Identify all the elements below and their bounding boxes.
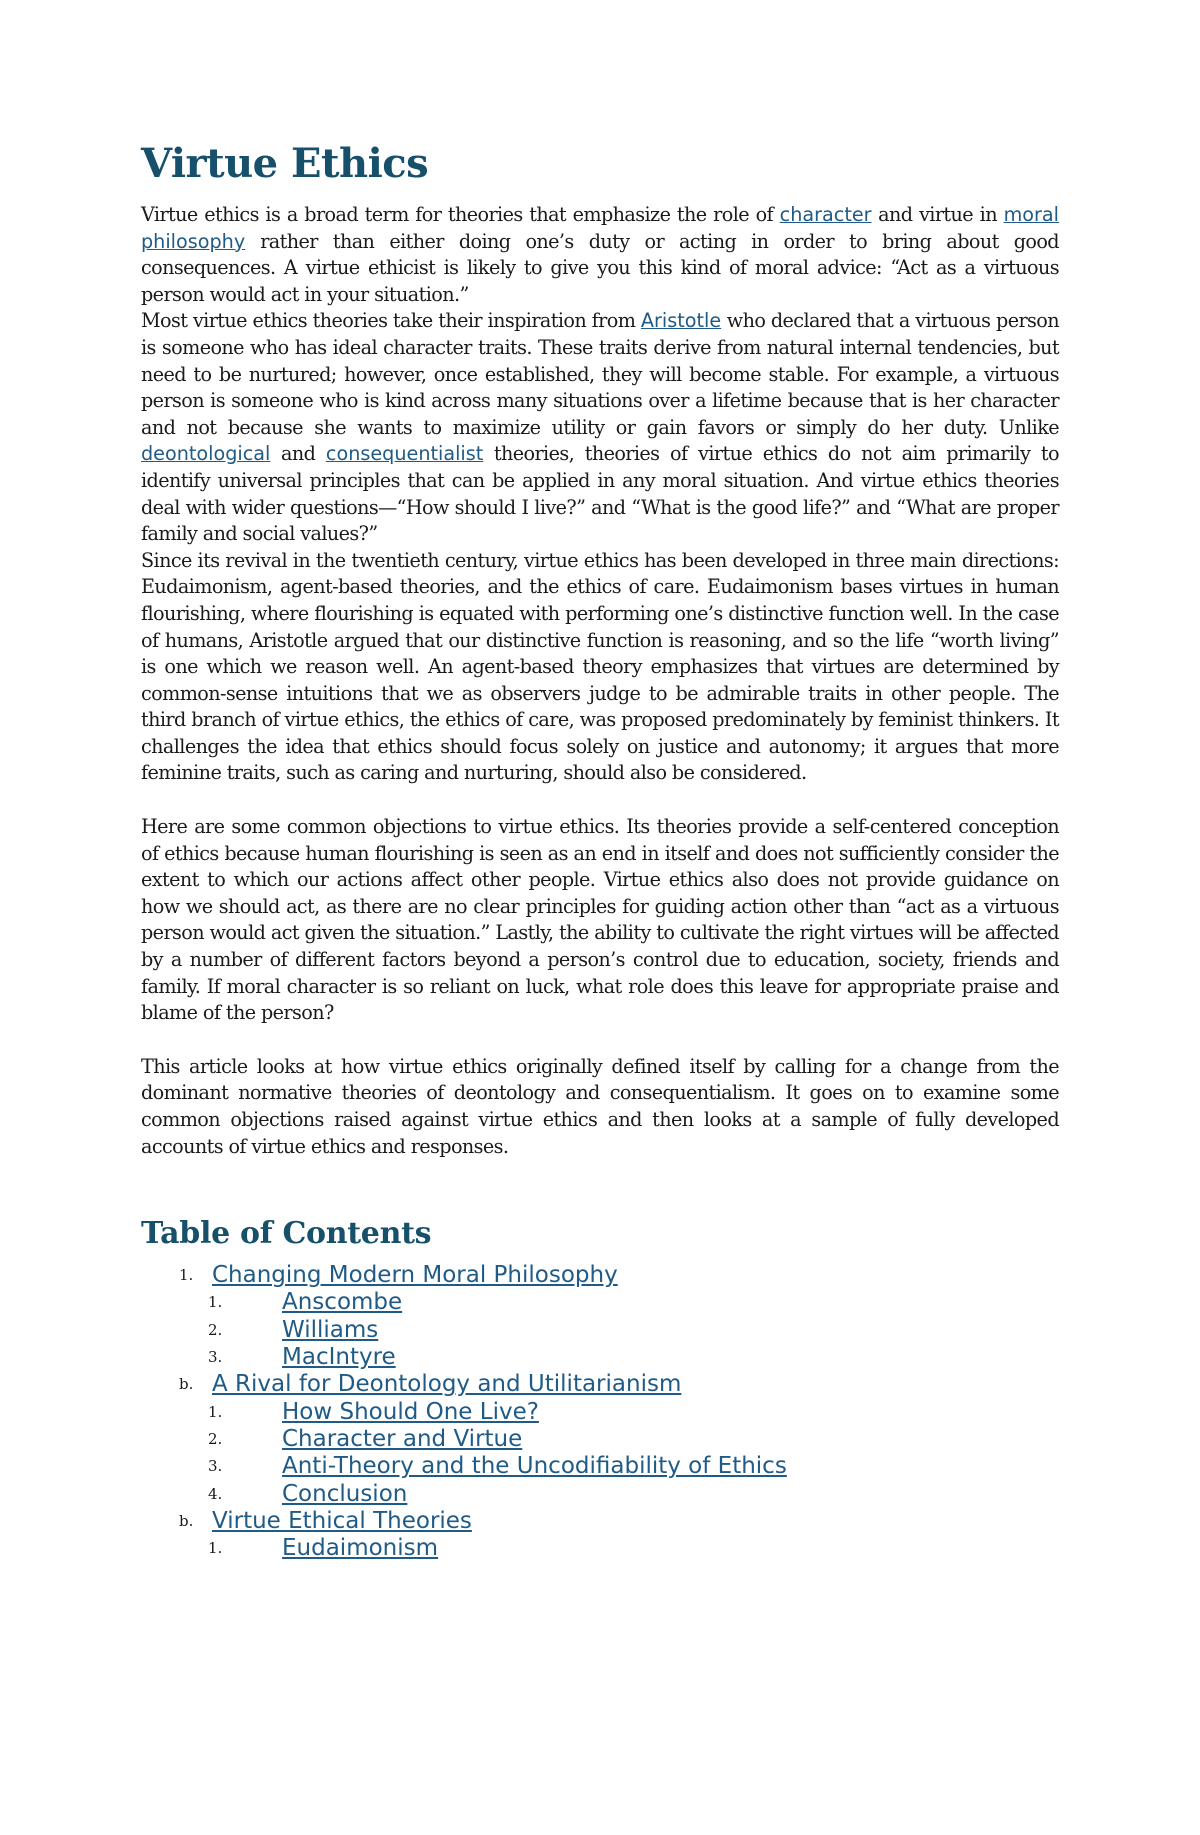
link-consequentialist[interactable]: consequentialist [325, 442, 484, 466]
toc-link-how-should-one-live[interactable]: How Should One Live? [282, 1398, 539, 1425]
toc-link-williams[interactable]: Williams [282, 1316, 379, 1343]
intro-paragraph [141, 202, 1059, 308]
toc-link-changing-modern-moral-philosophy[interactable]: Changing Modern Moral Philosophy [212, 1262, 618, 1289]
text-run: theories, theories of virtue ethics do not aim primarily to identify universal principles that can be applied in any moral situation. And virtue ethics theories deal with wider questions—“How should I live?” and “What is the good life?” and “What are proper family and social values?” [141, 442, 1059, 546]
toc-item [141, 1399, 1059, 1426]
paragraph-spacer [141, 1027, 1059, 1054]
objections-paragraph: Here are some common objections to virtue ethics. Its theories provide a self-centered conception of ethics because human flourishing is seen as an end in itself and does not sufficiently consider the extent to which our actions affect other people. Virtue ethics also does not provide guidance on how we should act, as there are no clear principles for guiding action other than “act as a virtuous person would act given the situation.” Lastly, the ability to cultivate the right virtues will be affected by a number of different factors beyond a person’s control due to education, society, friends and family. If moral character is so reliant on luck, what role does this leave for appropriate praise and blame of the person? [141, 815, 1059, 1025]
toc-item [141, 1481, 1059, 1508]
toc-number: 1. [179, 1266, 194, 1285]
toc-number: b. [179, 1375, 194, 1394]
toc-item [141, 1344, 1059, 1371]
page-title: Virtue Ethics [141, 140, 429, 187]
toc-link-virtue-ethical-theories[interactable]: Virtue Ethical Theories [212, 1507, 472, 1534]
toc-item [141, 1453, 1059, 1480]
text-run: Most virtue ethics theories take their inspiration from [141, 309, 641, 333]
toc-link-anscombe[interactable]: Anscombe [282, 1289, 403, 1316]
link-character[interactable]: character [779, 203, 872, 226]
table-of-contents [141, 1262, 1059, 1562]
text-run: rather than either doing one’s duty or acting in order to bring about good consequences. A virtue ethicist is likely to give you this kind of moral advice: “Act as a virtuous person would act in your situation.” [141, 229, 1059, 306]
toc-number: 1. [208, 1293, 223, 1312]
aristotle-paragraph [141, 308, 1059, 547]
text-run: and virtue in [871, 203, 1004, 226]
toc-link-eudaimonism[interactable]: Eudaimonism [282, 1535, 439, 1562]
toc-link-character-and-virtue[interactable]: Character and Virtue [282, 1425, 523, 1452]
toc-item [141, 1317, 1059, 1344]
toc-item [141, 1289, 1059, 1316]
toc-number: b. [179, 1511, 194, 1530]
text-run: and [270, 442, 326, 466]
toc-number: 1. [208, 1402, 223, 1421]
toc-number: 4. [208, 1484, 223, 1503]
link-deontological[interactable]: deontological [141, 442, 271, 466]
toc-link-rival-for-deontology[interactable]: A Rival for Deontology and Utilitarianism [212, 1371, 682, 1398]
text-run: Virtue ethics is a broad term for theories that emphasize the role of [141, 203, 780, 226]
text-run: who declared that a virtuous person is someone who has ideal character traits. These traits derive from natural internal tendencies, but need to be nurtured; however, once established, they will become stable. For example, a virtuous person is someone who is kind across many situations over a lifetime because that is her character and not because she wants to maximize utility or gain favors or simply do her duty. Unlike [141, 309, 1059, 439]
toc-heading: Table of Contents [141, 1216, 432, 1252]
link-moral-philosophy[interactable]: moral philosophy [141, 203, 1059, 253]
toc-item [141, 1535, 1059, 1562]
toc-number: 1. [208, 1539, 223, 1558]
toc-item [141, 1508, 1059, 1535]
toc-number: 2. [208, 1320, 223, 1339]
section-spacer [141, 1160, 1059, 1212]
toc-item [141, 1371, 1059, 1398]
link-aristotle[interactable]: Aristotle [640, 309, 722, 333]
toc-number: 2. [208, 1429, 223, 1448]
toc-number: 3. [208, 1348, 223, 1367]
toc-number: 3. [208, 1457, 223, 1476]
directions-paragraph: Since its revival in the twentieth century, virtue ethics has been developed in three main directions: Eudaimonism, agent-based theories, and the ethics of care. Eudaimonism bases virtues in human flourishing, where flourishing is equated with performing one’s distinctive function well. In the case of humans, Aristotle argued that our distinctive function is reasoning, and so the life “worth living” is one which we reason well. An agent-based theory emphasizes that virtues are determined by common-sense intuitions that we as observers judge to be admirable traits in other people. The third branch of virtue ethics, the ethics of care, was proposed predominately by feminist thinkers. It challenges the idea that ethics should focus solely on justice and autonomy; it argues that more feminine traits, such as caring and nurturing, should also be considered. [141, 548, 1059, 785]
toc-link-conclusion[interactable]: Conclusion [282, 1480, 408, 1507]
article-summary-paragraph: This article looks at how virtue ethics originally defined itself by calling for a change from the dominant normative theories of deontology and consequentialism. It goes on to examine some common objections raised against virtue ethics and then looks at a sample of fully developed accounts of virtue ethics and responses. [141, 1054, 1059, 1158]
document-page [141, 136, 1059, 1562]
paragraph-spacer [141, 787, 1059, 814]
toc-link-macintyre[interactable]: MacIntyre [282, 1344, 396, 1371]
toc-item [141, 1262, 1059, 1289]
toc-item [141, 1426, 1059, 1453]
toc-link-anti-theory[interactable]: Anti-Theory and the Uncodifiability of Ethics [282, 1453, 787, 1480]
